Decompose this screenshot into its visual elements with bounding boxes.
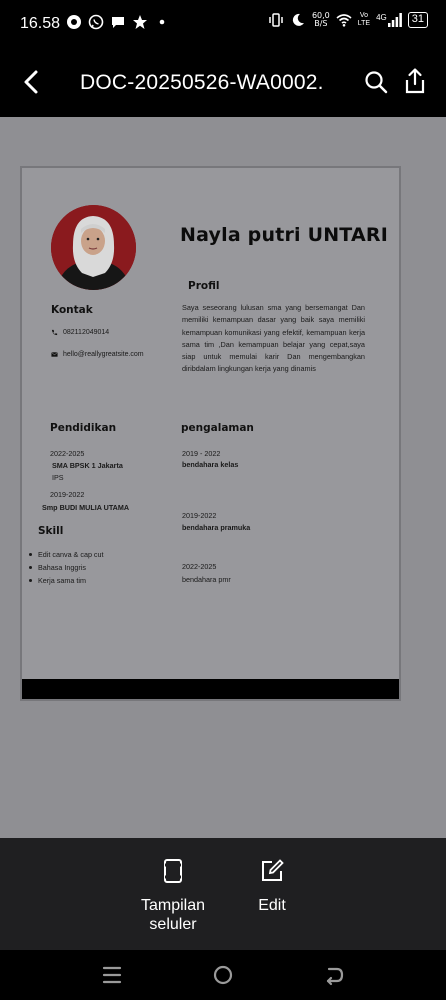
share-icon[interactable] [401,67,429,95]
email-row [51,351,144,358]
mobile-view-label-line1: Tampilan [140,897,206,914]
edit-label: Edit [258,897,286,914]
vibrate-icon [268,12,284,28]
system-icons [268,12,428,28]
bullet [29,553,32,556]
phone-icon [51,329,58,336]
document-page [20,166,401,701]
status-time: 16.58 [20,15,61,32]
edit-icon [259,858,285,884]
status-bar [0,0,446,50]
star-icon [132,14,148,30]
volte-line2: LTE [357,20,371,27]
kontak-heading: Kontak [51,304,93,316]
signal-icon [388,13,402,27]
email-address: hello@reallygreatsite.com [63,351,144,358]
search-icon[interactable] [362,68,390,96]
net-speed-value: 60,0 [311,11,330,20]
home-icon[interactable] [210,962,236,988]
profil-heading: Profil [188,280,220,292]
experience-years: 2019-2022 [182,511,217,520]
notification-icons [66,14,170,30]
document-viewer[interactable] [0,117,446,838]
wifi-icon [336,12,352,28]
signal-indicator [376,13,402,27]
experience-years: 2019 - 2022 [182,449,221,458]
profil-text: Saya seseorang lulusan sma yang bersemangat Dan memiliki kemampuan dasar yang baik saya memiliki kemampuan komunikasi yang efektif, kemampuan kerja sama tim ,Dan kemampuan belajar yang cepat,saya siap untuk memulai karir Dan mengembangkan diribdalam lingkungan kerja yang dinamis [182,303,365,374]
net-speed-unit: B/S [314,19,328,28]
skill-heading: Skill [38,525,64,537]
volte-line1: Vo [359,12,368,19]
dot-icon [154,14,170,30]
whatsapp-icon [88,14,104,30]
list-item [29,561,104,574]
edit-button[interactable] [246,858,298,915]
skill-list [29,548,104,587]
experience-years: 2022-2025 [182,562,217,571]
phone-row [51,329,109,336]
app-bar [0,50,446,117]
chat-bubble-icon [110,14,126,30]
education-years: 2022-2025 [50,449,85,458]
back-nav-icon[interactable] [321,962,347,988]
mail-icon [51,351,58,358]
bullet [29,579,32,582]
battery-indicator: 31 [408,12,428,28]
education-years: 2019-2022 [50,490,85,499]
mobile-view-label-line2: seluler [149,916,197,933]
network-type: 4G [376,13,387,22]
education-school: SMA BPSK 1 Jakarta [52,461,123,470]
pendidikan-heading: Pendidikan [50,422,117,434]
experience-role: bendahara kelas [182,460,239,469]
profile-photo [51,205,136,290]
back-arrow-icon[interactable] [16,66,48,98]
list-item [29,574,104,587]
skill-text: Kerja sama tim [38,576,86,585]
navigation-bar [0,950,446,1000]
phone-number: 082112049014 [63,329,110,336]
mobile-view-button[interactable] [133,858,213,934]
recent-apps-icon[interactable] [99,962,125,988]
skill-text: Edit canva & cap cut [38,550,104,559]
document-title: DOC-20250526-WA0002. [80,71,324,94]
volte-indicator [358,12,370,28]
pengalaman-heading: pengalaman [181,422,254,434]
resume-name: Nayla putri UNTARI [180,224,388,246]
moon-icon [290,12,306,28]
mobile-view-icon [160,858,186,884]
skill-text: Bahasa Inggris [38,563,86,572]
camera-notification-icon [66,14,82,30]
page-footer-bar [22,679,399,699]
education-major: IPS [52,473,64,482]
bottom-action-bar [0,838,446,950]
education-school: Smp BUDI MULIA UTAMA [42,503,130,512]
experience-role: bendahara pmr [182,575,231,584]
list-item [29,548,104,561]
experience-role: bendahara pramuka [182,523,251,532]
bullet [29,566,32,569]
net-speed [312,12,330,28]
